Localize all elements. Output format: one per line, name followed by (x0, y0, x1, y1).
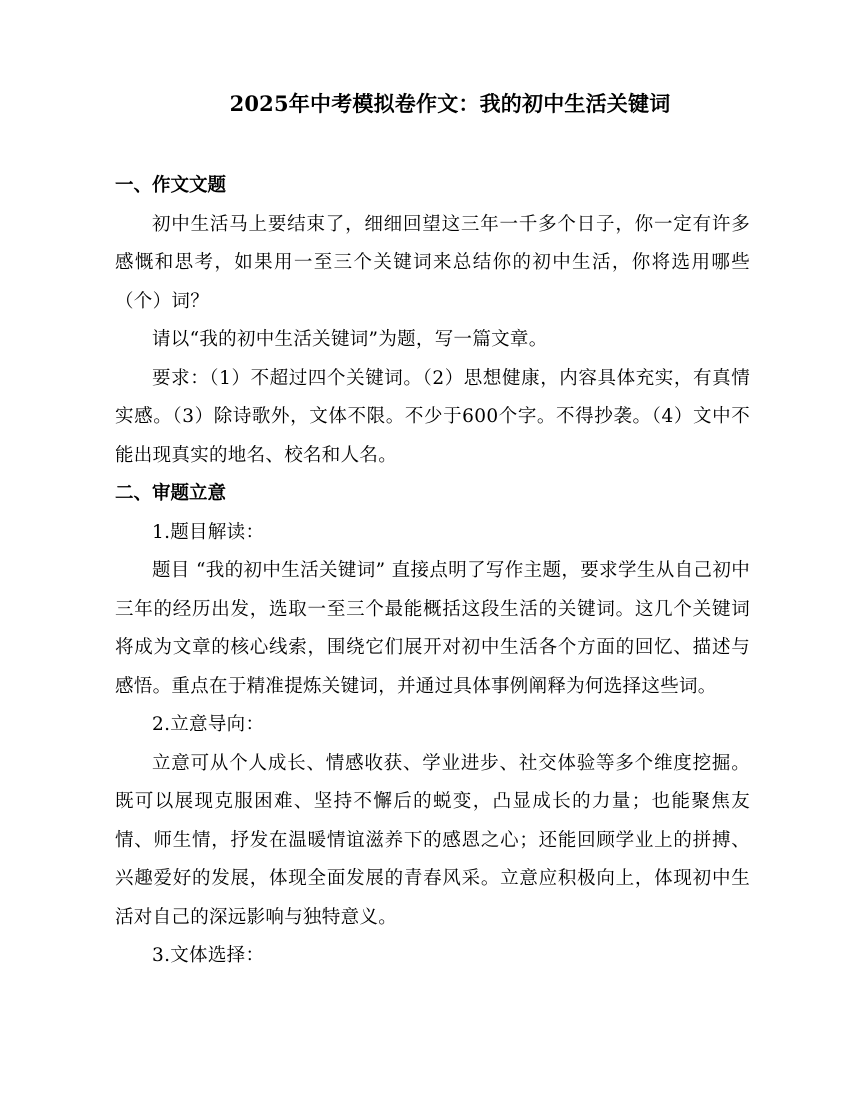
requirements-paragraph: 要求：（1）不超过四个关键词。（2）思想健康，内容具体充实，有真情实感。（3）除诗歌外，文体不限。不少于600个字。不得抄袭。（4）文中不能出现真实的地名、校名和人名。 (115, 367, 750, 466)
subsection-label-title-reading: 1.题目解读： (152, 521, 265, 543)
section-heading-analysis: 二、审题立意 (115, 483, 227, 504)
page-title: 2025年中考模拟卷作文：我的初中生活关键词 (229, 91, 671, 116)
section-heading-topic: 一、作文文题 (115, 175, 227, 196)
title-reading-paragraph: 题目 “我的初中生活关键词” 直接点明了写作主题，要求学生从自己初中三年的经历出发，选取一至三个最能概括这段生活的关键词。这几个关键词将成为文章的核心线索，围绕它们展开对初中生活各个方面的回忆、描述与感悟。重点在于精准提炼关键词，并通过具体事例阐释为何选择这些词。 (115, 560, 750, 697)
topic-paragraph-1: 初中生活马上要结束了，细细回望这三年一千多个日子，你一定有许多感慨和思考，如果用一至三个关键词来总结你的初中生活，你将选用哪些（个）词？ (115, 213, 750, 312)
document-body (115, 167, 750, 976)
theme-guide-paragraph: 立意可从个人成长、情感收获、学业进步、社交体验等多个维度挖掘。既可以展现克服困难、坚持不懈后的蜕变，凸显成长的力量；也能聚焦友情、师生情，抒发在温暖情谊滋养下的感恩之心；还能回顾学业上的拼搏、兴趣爱好的发展，体现全面发展的青春风采。立意应积极向上，体现初中生活对自己的深远影响与独特意义。 (115, 752, 750, 928)
subsection-label-genre-choice: 3.文体选择： (152, 945, 265, 966)
topic-paragraph-2: 请以“我的初中生活关键词”为题，写一篇文章。 (152, 329, 548, 350)
subsection-label-theme-guide: 2.立意导向： (152, 714, 265, 735)
